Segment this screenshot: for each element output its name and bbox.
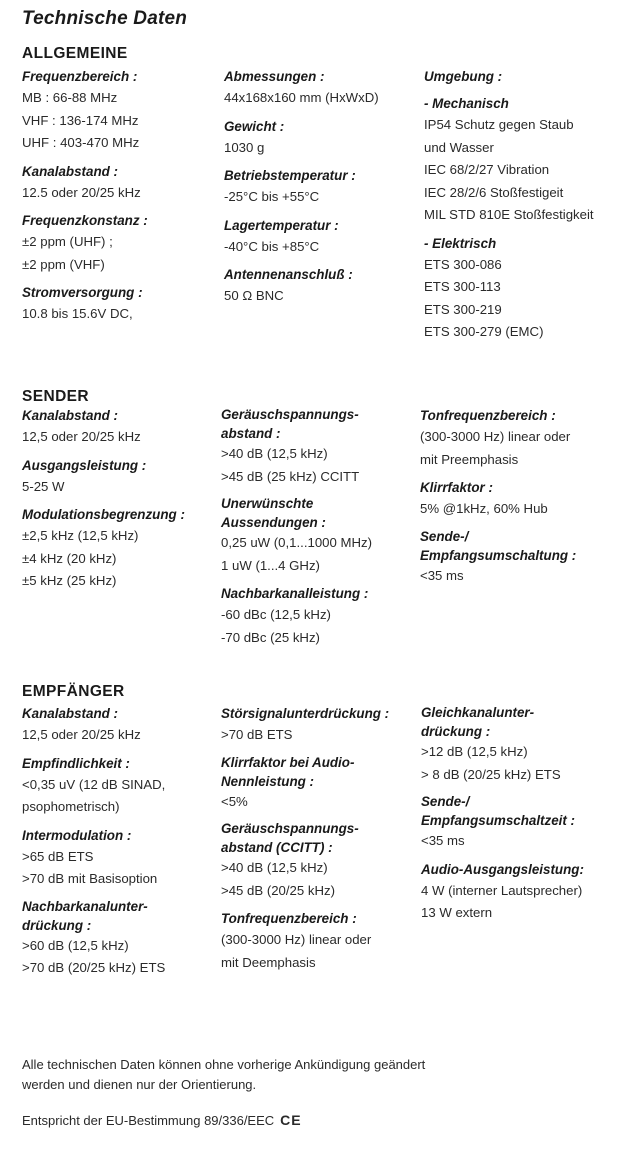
spec-value: ±4 kHz (20 kHz)	[22, 550, 117, 566]
spec-value: <0,35 uV (12 dB SINAD,	[22, 776, 166, 792]
spec-value: ±2 ppm (VHF)	[22, 256, 105, 272]
spec-value: 12,5 oder 20/25 kHz	[22, 727, 141, 742]
spec-label: Intermodulation :	[22, 827, 132, 843]
footer-note-line-2: werden und dienen nur der Orientierung.	[22, 1077, 257, 1092]
spec-value: >70 dB (20/25 kHz) ETS	[22, 960, 166, 975]
allgemeine-col-1	[22, 66, 232, 326]
footer-compliance	[22, 1110, 302, 1131]
spec-label: abstand :	[221, 426, 281, 441]
spec-value: ±2 ppm (UHF) ;	[22, 234, 113, 249]
ce-mark-icon: CE	[280, 1112, 302, 1128]
spec-label: Nachbarkanalunter-	[22, 898, 148, 914]
spec-value: 1 uW (1...4 GHz)	[221, 557, 320, 573]
spec-value: > 8 dB (20/25 kHz) ETS	[421, 766, 561, 782]
spec-value: 12,5 oder 20/25 kHz	[22, 429, 141, 444]
spec-value: >60 dB (12,5 kHz)	[22, 937, 129, 953]
spec-value: <35 ms	[421, 833, 465, 848]
spec-label: Lagertemperatur :	[224, 217, 339, 233]
spec-value: ETS 300-279 (EMC)	[424, 324, 544, 339]
spec-value: 0,25 uW (0,1...1000 MHz)	[221, 535, 372, 550]
spec-value: mit Preemphasis	[420, 451, 519, 467]
spec-label: Modulationsbegrenzung :	[22, 507, 185, 522]
spec-value: IP54 Schutz gegen Staub	[424, 117, 574, 132]
spec-label: Störsignalunterdrückung :	[221, 706, 390, 721]
spec-value: ±2,5 kHz (12,5 kHz)	[22, 528, 139, 543]
spec-label: Sende-/	[420, 528, 469, 544]
spec-label: Kanalabstand :	[22, 163, 118, 179]
spec-value: >70 dB mit Basisoption	[22, 871, 158, 886]
spec-label: Kanalabstand :	[22, 706, 118, 721]
spec-label: drückung :	[22, 917, 92, 933]
spec-label: Tonfrequenzbereich :	[221, 911, 357, 926]
page-title: Technische Daten	[22, 8, 188, 29]
spec-label: Empfangsumschaltzeit :	[421, 813, 576, 828]
allgemeine-col-3	[424, 66, 634, 344]
spec-value: >65 dB ETS	[22, 848, 94, 864]
spec-value: VHF : 136-174 MHz	[22, 112, 139, 128]
spec-label: Nachbarkanalleistung :	[221, 586, 369, 601]
spec-value: und Wasser	[424, 139, 494, 155]
spec-value: 5-25 W	[22, 478, 65, 494]
spec-value: >45 dB (20/25 kHz)	[221, 882, 335, 898]
spec-value: 13 W extern	[421, 905, 493, 920]
spec-label: Stromversorgung :	[22, 285, 143, 300]
allgemeine-col-2	[224, 66, 434, 308]
spec-value: (300-3000 Hz) linear oder	[420, 429, 571, 444]
spec-value: ETS 300-219	[424, 301, 502, 317]
spec-label: drückung :	[421, 724, 491, 739]
spec-value: -60 dBc (12,5 kHz)	[221, 607, 331, 622]
spec-value: IEC 28/2/6 Stoßfestigeit	[424, 184, 564, 200]
spec-label: Betriebstemperatur :	[224, 168, 356, 183]
spec-label: Nennleistung :	[221, 773, 314, 789]
spec-label: Unerwünschte	[221, 496, 314, 511]
spec-label: Geräuschspannungs-	[221, 407, 359, 422]
spec-value: 50 Ω BNC	[224, 288, 284, 303]
spec-label: abstand (CCITT) :	[221, 840, 333, 855]
spec-label: Geräuschspannungs-	[221, 821, 359, 836]
spec-label: Klirrfaktor bei Audio-	[221, 754, 355, 770]
spec-label: Frequenzkonstanz :	[22, 213, 148, 228]
compliance-text: Entspricht der EU-Bestimmung 89/336/EEC	[22, 1113, 275, 1128]
spec-value: ETS 300-086	[424, 256, 502, 272]
spec-value: >40 dB (12,5 kHz)	[221, 860, 328, 875]
spec-value: UHF : 403-470 MHz	[22, 135, 140, 150]
spec-label: Antennenanschluß :	[224, 267, 353, 282]
spec-value: -40°C bis +85°C	[224, 238, 320, 254]
spec-value: >40 dB (12,5 kHz)	[221, 446, 328, 461]
spec-value: 4 W (interner Lautsprecher)	[421, 882, 583, 898]
spec-value: >12 dB (12,5 kHz)	[421, 744, 528, 759]
spec-label: Aussendungen :	[221, 515, 326, 530]
section-heading-sender: SENDER	[22, 388, 89, 405]
spec-value: -25°C bis +55°C	[224, 189, 320, 204]
spec-value: >45 dB (25 kHz) CCITT	[221, 468, 360, 484]
empfaenger-col-2	[221, 703, 431, 974]
spec-value: <5%	[221, 793, 248, 809]
empfaenger-col-1	[22, 703, 232, 980]
sender-col-2	[221, 405, 431, 649]
empfaenger-col-3	[421, 703, 631, 925]
spec-label: Empfangsumschaltung :	[420, 547, 577, 563]
spec-value: <35 ms	[420, 567, 464, 583]
spec-value: MB : 66-88 MHz	[22, 90, 118, 105]
spec-label: - Elektrisch	[424, 235, 497, 251]
spec-value: psophometrisch)	[22, 799, 120, 814]
footer-note	[22, 1055, 425, 1095]
spec-value: >70 dB ETS	[221, 727, 293, 742]
spec-label: Sende-/	[421, 794, 470, 809]
spec-label: Frequenzbereich :	[22, 69, 138, 84]
section-heading-allgemeine: ALLGEMEINE	[22, 45, 128, 62]
spec-label: Empfindlichkeit :	[22, 755, 130, 771]
section-heading-empfaenger: EMPFÄNGER	[22, 683, 125, 700]
spec-value: MIL STD 810E Stoßfestigkeit	[424, 207, 594, 222]
spec-label: - Mechanisch	[424, 96, 509, 111]
spec-value: 5% @1kHz, 60% Hub	[420, 501, 548, 516]
spec-value: ETS 300-113	[424, 279, 501, 294]
spec-value: ±5 kHz (25 kHz)	[22, 573, 117, 588]
sender-col-1	[22, 405, 232, 593]
spec-label: Abmessungen :	[224, 69, 325, 84]
spec-label: Ausgangsleistung :	[22, 457, 147, 473]
spec-value: -70 dBc (25 kHz)	[221, 629, 320, 645]
spec-value: 10.8 bis 15.6V DC,	[22, 306, 133, 321]
spec-value: mit Deemphasis	[221, 954, 316, 970]
spec-value: 12.5 oder 20/25 kHz	[22, 184, 141, 200]
spec-label: Tonfrequenzbereich :	[420, 408, 556, 423]
spec-value: IEC 68/2/27 Vibration	[424, 162, 550, 177]
sender-col-3	[420, 405, 630, 587]
spec-value: 44x168x160 mm (HxWxD)	[224, 90, 379, 105]
spec-value: (300-3000 Hz) linear oder	[221, 932, 372, 947]
spec-label: Kanalabstand :	[22, 408, 118, 423]
spec-label: Umgebung :	[424, 69, 503, 84]
spec-label: Audio-Ausgangsleistung:	[421, 861, 584, 877]
spec-label: Gewicht :	[224, 118, 285, 134]
spec-value: 1030 g	[224, 139, 265, 155]
footer-note-line-1: Alle technischen Daten können ohne vorherige Ankündigung geändert	[22, 1057, 426, 1072]
spec-label: Klirrfaktor :	[420, 480, 493, 495]
spec-label: Gleichkanalunter-	[421, 705, 535, 720]
